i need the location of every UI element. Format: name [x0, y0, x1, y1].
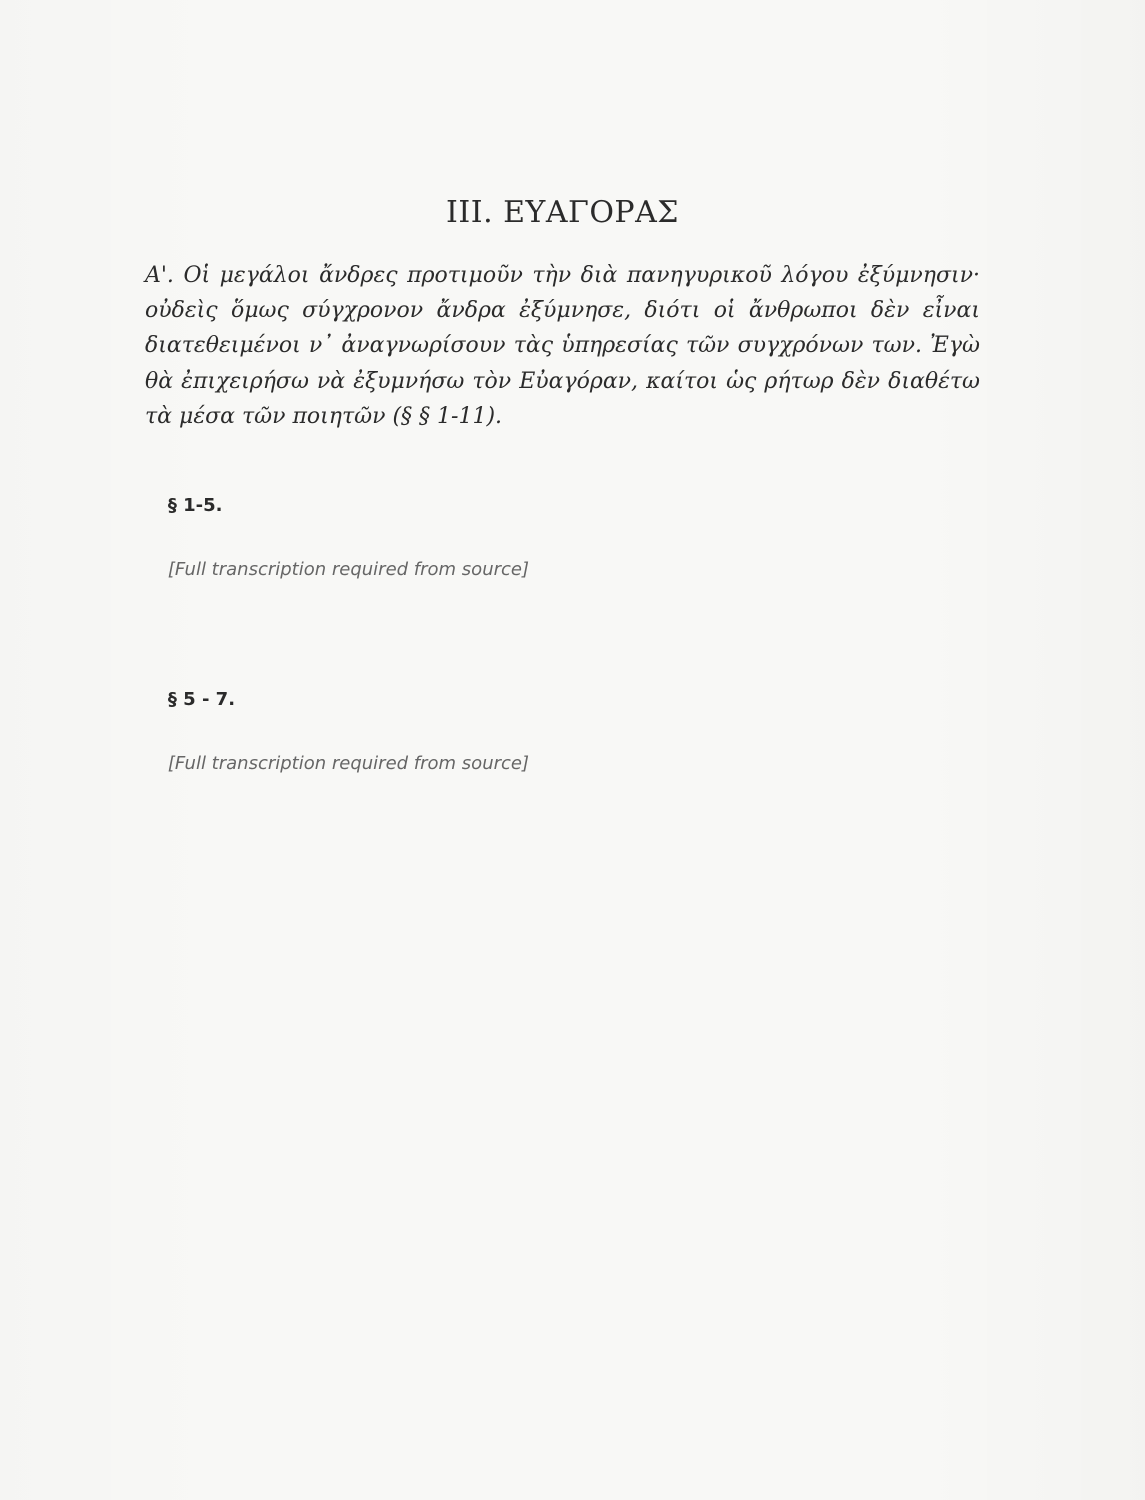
- commentary-section-1: [145, 458, 980, 618]
- commentary-body-1: [Full transcription required from source]: [167, 559, 529, 581]
- commentary-heading-2: § 5 - 7.: [167, 689, 236, 711]
- page-title: III. ΕΥΑΓΟΡΑΣ: [446, 195, 679, 230]
- section-a-paragraph: Α'. Οἱ μεγάλοι ἄνδρες προτιμοῦν τὴν διὰ πανηγυρικοῦ λόγου ἐξύμνησιν· οὐδεὶς ὅμως σύγχρονον ἄνδρα ἐξύμνησε, διότι οἱ ἄνθρωποι δὲν εἶναι διατεθειμένοι ν᾿ ἀναγνωρίσουν τὰς ὑπηρεσίας τῶν συγχρόνων των. Ἐγὼ θὰ ἐπιχειρήσω νὰ ἐξυμνήσω τὸν Εὐαγόραν, καίτοι ὡς ρήτωρ δὲν διαθέτω τὰ μέσα τῶν ποιητῶν (§ § 1-11).: [145, 263, 980, 429]
- commentary-body-2: [Full transcription required from source]: [167, 753, 529, 775]
- commentary-heading-1: § 1-5.: [167, 494, 223, 516]
- commentary-section-2: [145, 652, 980, 812]
